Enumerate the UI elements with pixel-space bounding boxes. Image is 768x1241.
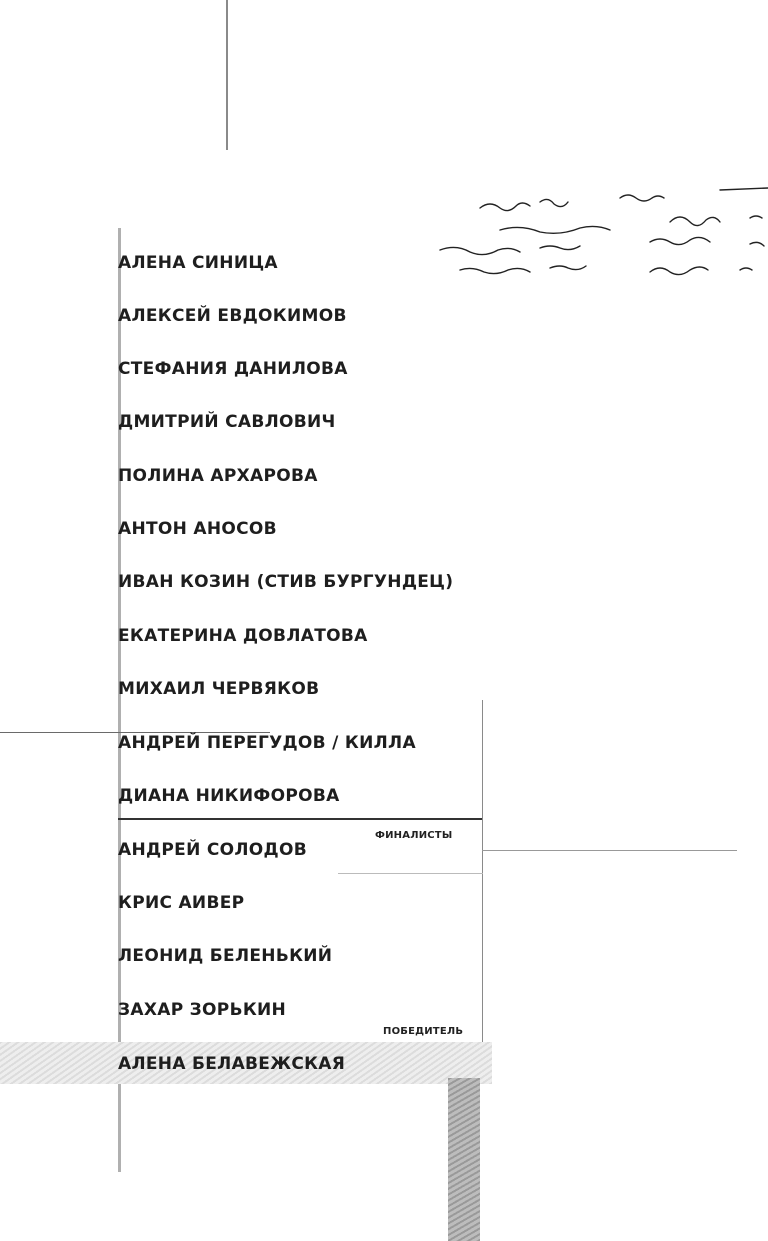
top-vertical-rule — [226, 0, 228, 150]
entry-name: ЗАХАР ЗОРЬКИН — [118, 1000, 287, 1020]
entry-name: АНДРЕЙ ПЕРЕГУДОВ / КИЛЛА — [118, 733, 416, 753]
list-item — [0, 396, 520, 450]
entry-name: КРИС АИВЕР — [118, 893, 245, 913]
list-item — [0, 290, 520, 344]
list-item — [0, 877, 520, 931]
list-item — [0, 770, 520, 824]
entry-name: АНДРЕЙ СОЛОДОВ — [118, 840, 307, 860]
entry-name: ДМИТРИЙ САВЛОВИЧ — [118, 412, 336, 432]
entry-name: ИВАН КОЗИН (СТИВ БУРГУНДЕЦ) — [118, 572, 454, 592]
list-item — [0, 343, 520, 397]
entry-name: ЕКАТЕРИНА ДОВЛАТОВА — [118, 626, 368, 646]
entry-name: СТЕФАНИЯ ДАНИЛОВА — [118, 359, 348, 379]
entry-name: ЛЕОНИД БЕЛЕНЬКИЙ — [118, 946, 333, 966]
list-item — [0, 930, 520, 984]
entry-name: АЛЕНА СИНИЦА — [118, 253, 278, 273]
document-fragment — [448, 1078, 480, 1241]
list-item-winner — [0, 1038, 520, 1092]
finalists-label: ФИНАЛИСТЫ — [375, 830, 453, 841]
list-item — [0, 450, 520, 504]
entry-name: АНТОН АНОСОВ — [118, 519, 277, 539]
list-item — [0, 556, 520, 610]
entry-name: МИХАИЛ ЧЕРВЯКОВ — [118, 679, 320, 699]
entry-name: АЛЕКСЕЙ ЕВДОКИМОВ — [118, 306, 347, 326]
list-item — [0, 663, 520, 717]
list-item — [0, 610, 520, 664]
entry-name: АЛЕНА БЕЛАВЕЖСКАЯ — [118, 1054, 346, 1074]
right-horizontal-rule — [482, 850, 737, 851]
list-item — [0, 503, 520, 557]
list-item — [0, 717, 520, 771]
list-item — [0, 237, 520, 291]
winner-label: ПОБЕДИТЕЛЬ — [383, 1026, 464, 1037]
entry-name: ДИАНА НИКИФОРОВА — [118, 786, 340, 806]
entry-name: ПОЛИНА АРХАРОВА — [118, 466, 318, 486]
